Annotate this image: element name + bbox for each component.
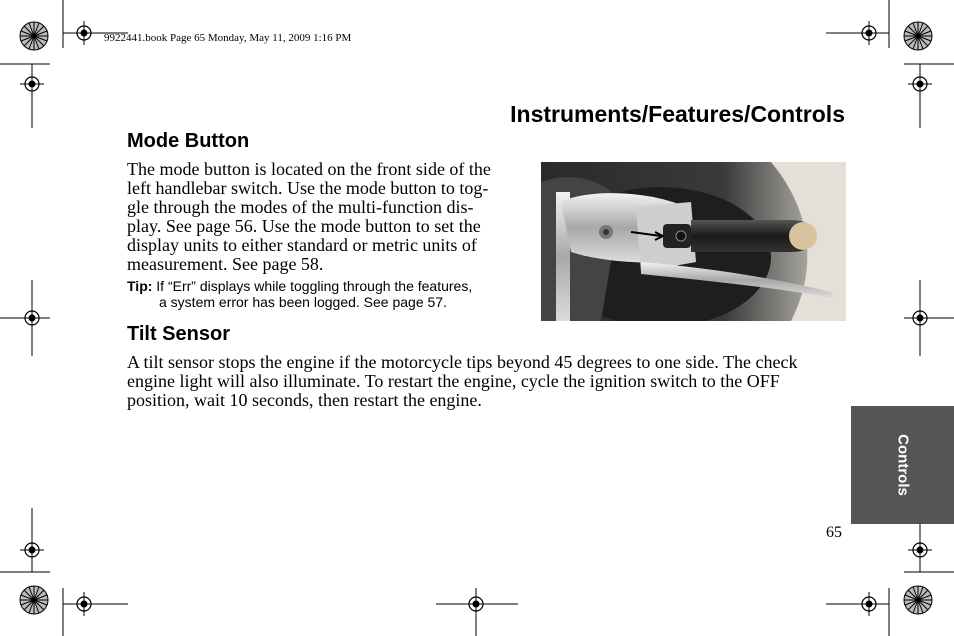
body-line: engine light will also illuminate. To restart the engine, cycle the ignition switch to the OFF	[127, 371, 780, 391]
body-line: A tilt sensor stops the engine if the motorcycle tips beyond 45 degrees to one side. The check	[127, 352, 798, 372]
tip-note	[127, 278, 527, 310]
page-number: 65	[826, 524, 842, 541]
tilt-sensor-body	[127, 353, 847, 410]
tip-label: Tip:	[127, 278, 153, 294]
chapter-tab	[851, 406, 954, 524]
body-line: measurement. See page 58.	[127, 254, 324, 274]
body-line: gle through the modes of the multi-function dis-	[127, 197, 474, 217]
handlebar-switch-photo	[541, 162, 846, 321]
print-slug: 9922441.book Page 65 Monday, May 11, 2009 1:16 PM	[104, 32, 352, 44]
body-line: play. See page 56. Use the mode button to set the	[127, 216, 481, 236]
chapter-tab-label: Controls	[894, 434, 911, 496]
body-line: left handlebar switch. Use the mode button to tog-	[127, 178, 489, 198]
body-line: display units to either standard or metric units of	[127, 235, 477, 255]
tip-line: a system error has been logged. See page 57.	[159, 294, 447, 310]
tip-line: If “Err” displays while toggling through the features,	[156, 278, 473, 294]
tilt-sensor-heading: Tilt Sensor	[127, 323, 230, 345]
mode-button-heading: Mode Button	[127, 130, 250, 152]
body-line: The mode button is located on the front side of the	[127, 159, 491, 179]
body-line: position, wait 10 seconds, then restart the engine.	[127, 390, 482, 410]
mode-button-body	[127, 160, 527, 274]
section-title: Instruments/Features/Controls	[510, 101, 845, 127]
